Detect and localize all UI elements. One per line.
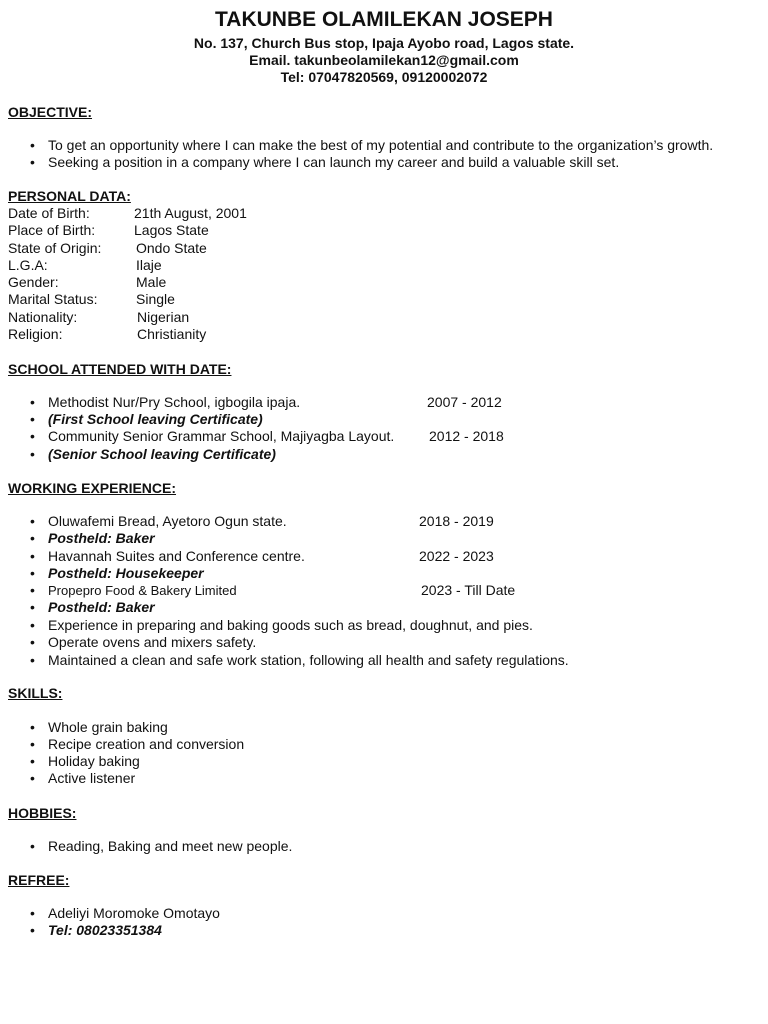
personal-label: Place of Birth: <box>8 222 96 238</box>
bullet-icon: • <box>30 582 35 598</box>
personal-label: Nationality: <box>8 309 78 325</box>
address-line: No. 137, Church Bus stop, Ipaja Ayobo road, Lagos state. <box>193 35 575 51</box>
bullet-icon: • <box>30 548 35 564</box>
work-date: 2022 - 2023 <box>419 548 494 564</box>
work-post: Postheld: Housekeeper <box>48 565 204 581</box>
bullet-icon: • <box>30 411 35 427</box>
work-item: Propepro Food & Bakery Limited <box>48 583 237 598</box>
bullet-icon: • <box>30 599 35 615</box>
objective-heading: OBJECTIVE: <box>8 104 93 120</box>
bullet-icon: • <box>30 513 35 529</box>
work-duty: Experience in preparing and baking goods such as bread, doughnut, and pies. <box>48 617 533 633</box>
work-item: Havannah Suites and Conference centre. <box>48 548 305 564</box>
bullet-icon: • <box>30 634 35 650</box>
personal-value: Ondo State <box>136 240 207 256</box>
bullet-icon: • <box>30 394 35 410</box>
personal-value: Male <box>136 274 167 290</box>
skill-item: Holiday baking <box>48 753 140 769</box>
work-duty: Operate ovens and mixers safety. <box>48 634 257 650</box>
objective-item: To get an opportunity where I can make the best of my potential and contribute to the organization’s growth. <box>48 137 714 153</box>
phone-line: Tel: 07047820569, 09120002072 <box>280 69 488 85</box>
bullet-icon: • <box>30 652 35 668</box>
work-post: Postheld: Baker <box>48 530 155 546</box>
school-item: Methodist Nur/Pry School, igbogila ipaja. <box>48 394 301 410</box>
work-date: 2023 - Till Date <box>421 582 516 598</box>
referee-phone: Tel: 08023351384 <box>48 922 162 938</box>
personal-value: Christianity <box>137 326 207 342</box>
personal-value: Ilaje <box>136 257 162 273</box>
personal-label: Religion: <box>8 326 63 342</box>
bullet-icon: • <box>30 617 35 633</box>
bullet-icon: • <box>30 736 35 752</box>
skill-item: Recipe creation and conversion <box>48 736 245 752</box>
work-item: Oluwafemi Bread, Ayetoro Ogun state. <box>48 513 287 529</box>
bullet-icon: • <box>30 753 35 769</box>
hobbies-heading: HOBBIES: <box>8 805 77 821</box>
applicant-name: TAKUNBE OLAMILEKAN JOSEPH <box>215 8 553 31</box>
school-date: 2007 - 2012 <box>427 394 502 410</box>
hobby-item: Reading, Baking and meet new people. <box>48 838 293 854</box>
personal-value: 21th August, 2001 <box>134 205 247 221</box>
work-heading: WORKING EXPERIENCE: <box>8 480 177 496</box>
bullet-icon: • <box>30 719 35 735</box>
skill-item: Whole grain baking <box>48 719 168 735</box>
bullet-icon: • <box>30 137 35 153</box>
school-item: Community Senior Grammar School, Majiyagba Layout. <box>48 428 395 444</box>
skills-heading: SKILLS: <box>8 685 63 701</box>
personal-value: Single <box>136 291 175 307</box>
bullet-icon: • <box>30 428 35 444</box>
school-certificate: (First School leaving Certificate) <box>48 411 263 427</box>
work-post: Postheld: Baker <box>48 599 155 615</box>
work-duty: Maintained a clean and safe work station, following all health and safety regulations. <box>48 652 569 668</box>
email-line: Email. takunbeolamilekan12@gmail.com <box>249 52 519 68</box>
bullet-icon: • <box>30 770 35 786</box>
personal-label: Gender: <box>8 274 59 290</box>
school-date: 2012 - 2018 <box>429 428 504 444</box>
personal-label: L.G.A: <box>8 257 48 273</box>
bullet-icon: • <box>30 154 35 170</box>
bullet-icon: • <box>30 905 35 921</box>
personal-value: Nigerian <box>137 309 190 325</box>
personal-data-heading: PERSONAL DATA: <box>8 188 131 204</box>
personal-label: Date of Birth: <box>8 205 90 221</box>
skill-item: Active listener <box>48 770 136 786</box>
bullet-icon: • <box>30 446 35 462</box>
bullet-icon: • <box>30 922 35 938</box>
bullet-icon: • <box>30 565 35 581</box>
referee-heading: REFREE: <box>8 872 70 888</box>
personal-label: State of Origin: <box>8 240 102 256</box>
personal-label: Marital Status: <box>8 291 98 307</box>
referee-name: Adeliyi Moromoke Omotayo <box>48 905 220 921</box>
school-heading: SCHOOL ATTENDED WITH DATE: <box>8 361 232 377</box>
work-date: 2018 - 2019 <box>419 513 494 529</box>
school-certificate: (Senior School leaving Certificate) <box>48 446 276 462</box>
bullet-icon: • <box>30 838 35 854</box>
bullet-icon: • <box>30 530 35 546</box>
objective-item: Seeking a position in a company where I can launch my career and build a valuable skill set. <box>48 154 620 170</box>
personal-value: Lagos State <box>134 222 209 238</box>
